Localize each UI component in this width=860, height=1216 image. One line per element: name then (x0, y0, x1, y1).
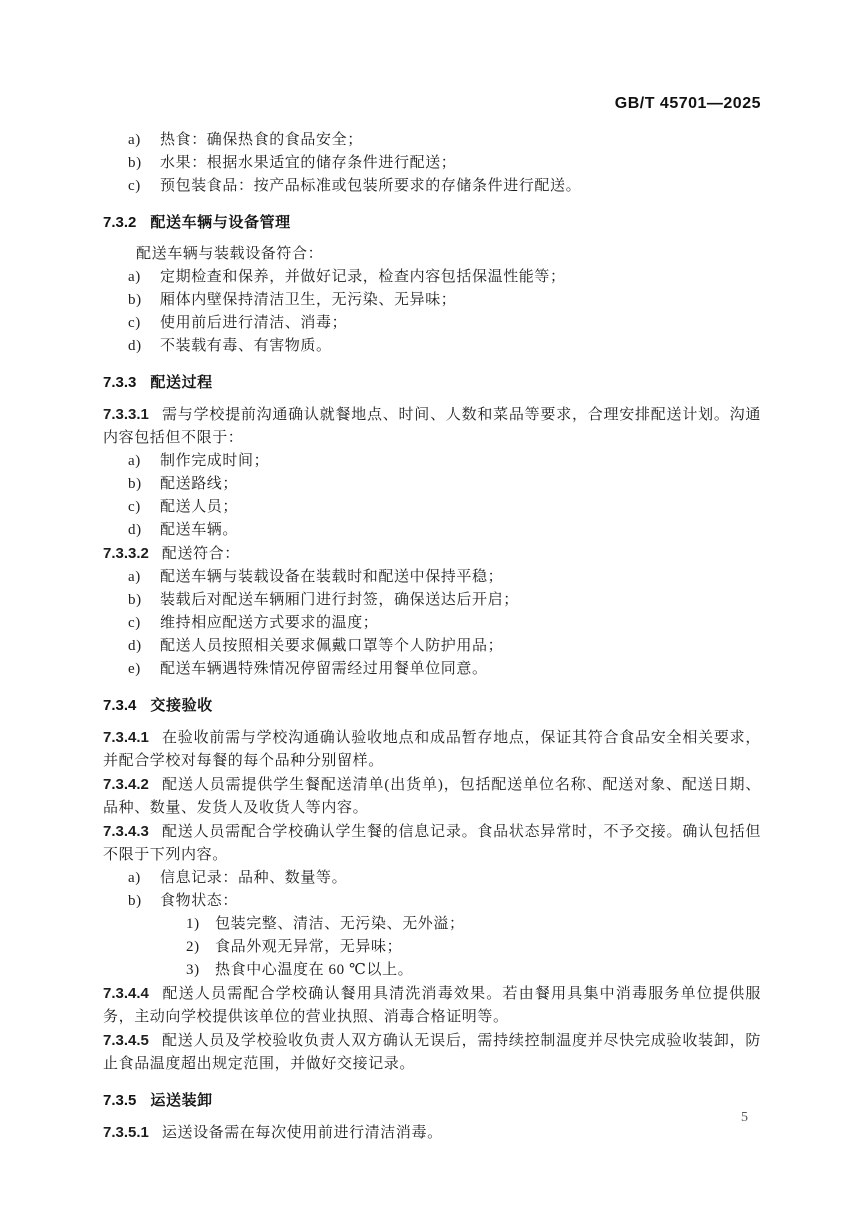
clause-paragraph (103, 1029, 761, 1076)
list-item (103, 266, 761, 289)
list-item-text: 食物状态： (160, 893, 239, 909)
clause-number: 7.3.4.2 (103, 776, 149, 793)
clause-number: 7.3.3.2 (103, 545, 149, 562)
sub-list-marker: 3) (186, 962, 200, 978)
section-heading-7-3-5 (103, 1089, 761, 1112)
list-item-text: 配送车辆与装载设备在装载时和配送中保持平稳； (160, 569, 504, 585)
list-item-text: 信息记录：品种、数量等。 (160, 870, 348, 886)
clause-text: 配送人员需配合学校确认学生餐的信息记录。食品状态异常时，不予交接。确认包括但不限于下列内容。 (103, 824, 761, 863)
clause-text: 需与学校提前沟通确认就餐地点、时间、人数和菜品等要求，合理安排配送计划。沟通内容包括但不限于： (103, 407, 761, 446)
list-marker: a) (128, 269, 141, 285)
list-item (103, 658, 761, 681)
list-item (103, 612, 761, 635)
paragraph-text: 配送车辆与装载设备符合： (136, 246, 324, 262)
list-item (103, 335, 761, 358)
sub-list-item-text: 食品外观无异常，无异味； (215, 939, 403, 955)
list-item (103, 473, 761, 496)
section-number: 7.3.5 (103, 1092, 137, 1109)
clause-text: 配送人员需提供学生餐配送清单(出货单)，包括配送单位名称、配送对象、配送日期、品种、数量、发货人及收货人等内容。 (103, 777, 761, 816)
list-marker: c) (128, 178, 141, 194)
list-item-text: 使用前后进行清洁、消毒； (160, 315, 348, 331)
sub-list-item (103, 936, 761, 959)
list-marker: c) (128, 499, 141, 515)
list-item (103, 566, 761, 589)
list-marker: a) (128, 569, 141, 585)
list-item-text: 配送人员按照相关要求佩戴口罩等个人防护用品； (160, 638, 504, 654)
section-heading-7-3-2 (103, 211, 761, 234)
list-item (103, 129, 761, 152)
section-title: 配送过程 (150, 374, 213, 391)
list-item-text: 配送路线； (160, 476, 239, 492)
list-item (103, 867, 761, 890)
list-item (103, 312, 761, 335)
clause-text: 配送符合： (161, 546, 240, 562)
list-item-text: 定期检查和保养，并做好记录，检查内容包括保温性能等； (160, 269, 566, 285)
list-item-text: 水果：根据水果适宜的储存条件进行配送； (160, 155, 457, 171)
clause-number: 7.3.3.1 (103, 406, 149, 423)
list-marker: b) (128, 476, 142, 492)
list-item-text: 装载后对配送车辆厢门进行封签，确保送达后开启； (160, 592, 519, 608)
list-item-text: 配送车辆。 (160, 522, 239, 538)
list-marker: a) (128, 870, 141, 886)
list-marker: b) (128, 893, 142, 909)
section-number: 7.3.2 (103, 214, 137, 231)
list-item-text: 厢体内壁保持清洁卫生，无污染、无异味； (160, 292, 457, 308)
clause-text: 运送设备需在每次使用前进行清洁消毒。 (161, 1125, 443, 1141)
list-marker: d) (128, 638, 142, 654)
page-number: 5 (741, 1110, 748, 1125)
list-item-text: 制作完成时间； (160, 453, 270, 469)
clause-paragraph (103, 726, 761, 773)
sub-list-item-text: 包装完整、清洁、无污染、无外溢； (215, 916, 465, 932)
section-number: 7.3.4 (103, 697, 137, 714)
list-marker: c) (128, 615, 141, 631)
clause-paragraph (103, 982, 761, 1029)
list-marker: d) (128, 522, 142, 538)
section-title: 交接验收 (150, 697, 213, 714)
clause-paragraph (103, 403, 761, 450)
sub-list-item (103, 959, 761, 982)
paragraph (103, 243, 761, 266)
page-content (103, 92, 761, 1145)
list-item-text: 预包装食品：按产品标准或包装所要求的存储条件进行配送。 (160, 178, 582, 194)
clause-paragraph (103, 542, 761, 566)
list-marker: a) (128, 453, 141, 469)
list-item-text: 配送人员； (160, 499, 239, 515)
section-title: 运送装卸 (150, 1092, 213, 1109)
clause-number: 7.3.4.1 (103, 729, 149, 746)
section-heading-7-3-4 (103, 694, 761, 717)
sub-list-marker: 1) (186, 916, 200, 932)
section-heading-7-3-3 (103, 371, 761, 394)
list-marker: a) (128, 132, 141, 148)
sub-list-item-text: 热食中心温度在 60 ℃以上。 (215, 962, 414, 978)
clause-number: 7.3.5.1 (103, 1124, 149, 1141)
clause-number: 7.3.4.5 (103, 1032, 149, 1049)
section-number: 7.3.3 (103, 374, 137, 391)
list-item (103, 496, 761, 519)
list-item (103, 519, 761, 542)
list-marker: d) (128, 338, 142, 354)
list-marker: b) (128, 292, 142, 308)
sub-list-marker: 2) (186, 939, 200, 955)
list-marker: e) (128, 661, 141, 677)
clause-text: 在验收前需与学校沟通确认验收地点和成品暂存地点，保证其符合食品安全相关要求，并配合学校对每餐的每个品种分别留样。 (103, 730, 761, 769)
clause-paragraph (103, 773, 761, 820)
list-item (103, 635, 761, 658)
list-item (103, 890, 761, 913)
list-item (103, 289, 761, 312)
list-item (103, 450, 761, 473)
list-item-text: 维持相应配送方式要求的温度； (160, 615, 379, 631)
list-item (103, 589, 761, 612)
list-item-text: 热食：确保热食的食品安全； (160, 132, 363, 148)
clause-paragraph (103, 820, 761, 867)
clause-paragraph (103, 1121, 761, 1145)
list-marker: b) (128, 592, 142, 608)
clause-text: 配送人员需配合学校确认餐用具清洗消毒效果。若由餐用具集中消毒服务单位提供服务，主动向学校提供该单位的营业执照、消毒合格证明等。 (103, 986, 761, 1025)
clause-text: 配送人员及学校验收负责人双方确认无误后，需持续控制温度并尽快完成验收装卸，防止食品温度超出规定范围，并做好交接记录。 (103, 1033, 761, 1072)
list-item-text: 不装载有毒、有害物质。 (160, 338, 332, 354)
list-item (103, 175, 761, 198)
clause-number: 7.3.4.4 (103, 985, 149, 1002)
standard-code-header: GB/T 45701—2025 (614, 95, 761, 112)
list-item (103, 152, 761, 175)
list-marker: b) (128, 155, 142, 171)
list-item-text: 配送车辆遇特殊情况停留需经过用餐单位同意。 (160, 661, 488, 677)
section-title: 配送车辆与设备管理 (150, 214, 291, 231)
clause-number: 7.3.4.3 (103, 823, 149, 840)
list-marker: c) (128, 315, 141, 331)
sub-list-item (103, 913, 761, 936)
